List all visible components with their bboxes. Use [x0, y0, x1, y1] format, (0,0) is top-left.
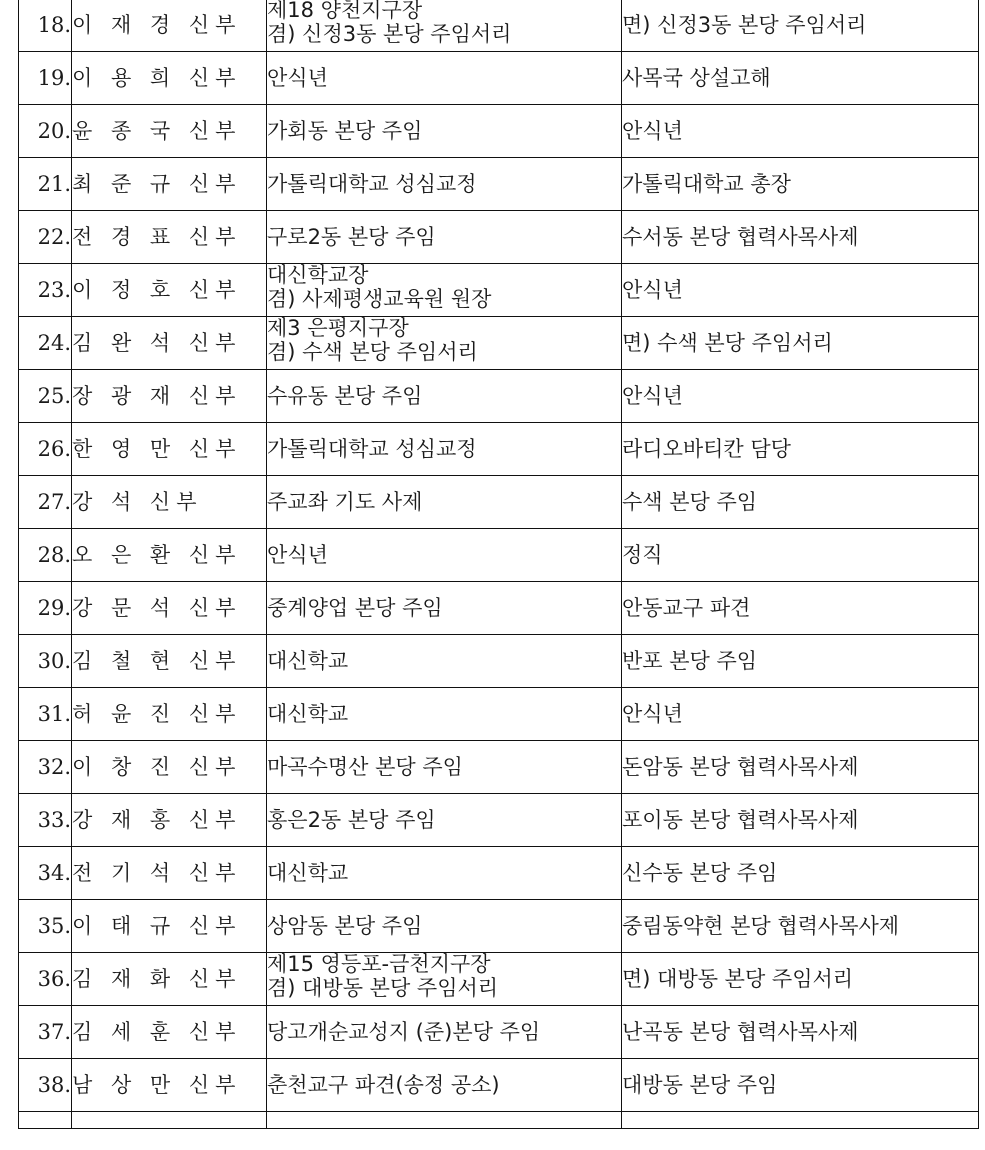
table-row [19, 635, 979, 688]
new-post [622, 1059, 979, 1112]
row-number: 32. [19, 741, 72, 794]
previous-post-line: 안식년 [267, 66, 328, 90]
priest-name: 강 문 석 신부 [72, 582, 267, 635]
new-post [622, 211, 979, 264]
row-number: 26. [19, 423, 72, 476]
previous-post [267, 582, 622, 635]
previous-post-line: 겸) 사제평생교육원 원장 [267, 287, 492, 311]
priest-name: 김 철 현 신부 [72, 635, 267, 688]
priest-name: 김 완 석 신부 [72, 317, 267, 370]
previous-post-line: 상암동 본당 주임 [267, 914, 423, 938]
row-number: 35. [19, 900, 72, 953]
new-post [622, 635, 979, 688]
table-row [19, 264, 979, 317]
previous-post-line: 수유동 본당 주임 [267, 384, 423, 408]
previous-post-line: 당고개순교성지 (준)본당 주임 [267, 1020, 541, 1044]
previous-post [267, 264, 622, 317]
previous-post [267, 158, 622, 211]
empty-cell [72, 1112, 267, 1129]
table-row [19, 317, 979, 370]
empty-cell [267, 1112, 622, 1129]
appointments-table [18, 0, 979, 1129]
new-post-line: 안동교구 파견 [622, 596, 751, 620]
new-post-line: 대방동 본당 주임 [622, 1073, 778, 1097]
previous-post [267, 1059, 622, 1112]
new-post-line: 라디오바티칸 담당 [622, 437, 791, 461]
row-number: 25. [19, 370, 72, 423]
row-number: 22. [19, 211, 72, 264]
table-row [19, 370, 979, 423]
new-post-line: 안식년 [622, 119, 683, 143]
new-post [622, 529, 979, 582]
previous-post-line: 마곡수명산 본당 주임 [267, 755, 463, 779]
row-number: 29. [19, 582, 72, 635]
previous-post-line: 춘천교구 파견(송정 공소) [267, 1073, 500, 1097]
previous-post-line: 제15 영등포-금천지구장 [267, 952, 491, 976]
previous-post-line: 가회동 본당 주임 [267, 119, 423, 143]
previous-post [267, 529, 622, 582]
row-number: 33. [19, 794, 72, 847]
table-row [19, 1059, 979, 1112]
previous-post-line: 중계양업 본당 주임 [267, 596, 443, 620]
row-number: 24. [19, 317, 72, 370]
new-post [622, 317, 979, 370]
table-row [19, 158, 979, 211]
new-post [622, 582, 979, 635]
table-row [19, 105, 979, 158]
new-post-line: 가톨릭대학교 총장 [622, 172, 791, 196]
priest-name: 전 기 석 신부 [72, 847, 267, 900]
previous-post [267, 423, 622, 476]
table-row [19, 52, 979, 105]
row-number: 31. [19, 688, 72, 741]
previous-post-line: 안식년 [267, 543, 328, 567]
previous-post-line: 겸) 신정3동 본당 주임서리 [267, 22, 512, 46]
row-number: 18. [19, 0, 72, 52]
previous-post-line: 가톨릭대학교 성심교정 [267, 437, 477, 461]
new-post [622, 370, 979, 423]
previous-post-line: 대신학교 [267, 861, 349, 885]
previous-post-line: 제3 은평지구장 [267, 316, 409, 340]
new-post [622, 741, 979, 794]
new-post-line: 수서동 본당 협력사목사제 [622, 225, 859, 249]
priest-name: 장 광 재 신부 [72, 370, 267, 423]
priest-name: 이 태 규 신부 [72, 900, 267, 953]
previous-post-line: 대신학교장 [267, 263, 369, 287]
priest-name: 전 경 표 신부 [72, 211, 267, 264]
row-number: 27. [19, 476, 72, 529]
table-row [19, 0, 979, 52]
previous-post [267, 847, 622, 900]
table-row [19, 794, 979, 847]
new-post-line: 안식년 [622, 702, 683, 726]
new-post [622, 476, 979, 529]
new-post [622, 423, 979, 476]
priest-name: 김 재 화 신부 [72, 953, 267, 1006]
row-number: 30. [19, 635, 72, 688]
new-post [622, 105, 979, 158]
new-post [622, 953, 979, 1006]
row-number: 23. [19, 264, 72, 317]
new-post [622, 0, 979, 52]
row-number: 28. [19, 529, 72, 582]
previous-post [267, 370, 622, 423]
previous-post [267, 52, 622, 105]
new-post-line: 면) 신정3동 본당 주임서리 [622, 13, 867, 37]
priest-name: 강 재 홍 신부 [72, 794, 267, 847]
new-post [622, 688, 979, 741]
table-row-partial [19, 1112, 979, 1129]
new-post-line: 반포 본당 주임 [622, 649, 758, 673]
priest-name: 남 상 만 신부 [72, 1059, 267, 1112]
new-post [622, 794, 979, 847]
previous-post [267, 211, 622, 264]
row-number: 36. [19, 953, 72, 1006]
priest-name: 최 준 규 신부 [72, 158, 267, 211]
new-post-line: 신수동 본당 주임 [622, 861, 778, 885]
table-row [19, 582, 979, 635]
priest-name: 강 석 신부 [72, 476, 267, 529]
previous-post [267, 900, 622, 953]
previous-post [267, 688, 622, 741]
new-post [622, 900, 979, 953]
previous-post-line: 대신학교 [267, 702, 349, 726]
row-number: 37. [19, 1006, 72, 1059]
previous-post-line: 제18 양천지구장 [267, 0, 423, 22]
previous-post-line: 겸) 수색 본당 주임서리 [267, 340, 478, 364]
previous-post-line: 구로2동 본당 주임 [267, 225, 436, 249]
table-row [19, 529, 979, 582]
previous-post [267, 105, 622, 158]
previous-post [267, 0, 622, 52]
appointments-table-body [19, 0, 979, 1129]
table-row [19, 847, 979, 900]
previous-post [267, 794, 622, 847]
table-row [19, 1006, 979, 1059]
previous-post-line: 대신학교 [267, 649, 349, 673]
new-post-line: 안식년 [622, 278, 683, 302]
priest-name: 허 윤 진 신부 [72, 688, 267, 741]
empty-cell [622, 1112, 979, 1129]
previous-post [267, 953, 622, 1006]
row-number: 38. [19, 1059, 72, 1112]
priest-name: 한 영 만 신부 [72, 423, 267, 476]
new-post-line: 난곡동 본당 협력사목사제 [622, 1020, 859, 1044]
priest-name: 이 창 진 신부 [72, 741, 267, 794]
table-row [19, 476, 979, 529]
priest-name: 이 용 희 신부 [72, 52, 267, 105]
previous-post-line: 가톨릭대학교 성심교정 [267, 172, 477, 196]
priest-name: 김 세 훈 신부 [72, 1006, 267, 1059]
previous-post [267, 741, 622, 794]
row-number: 20. [19, 105, 72, 158]
row-number: 34. [19, 847, 72, 900]
table-row [19, 688, 979, 741]
new-post-line: 정직 [622, 543, 663, 567]
row-number: 19. [19, 52, 72, 105]
priest-name: 오 은 환 신부 [72, 529, 267, 582]
table-row [19, 900, 979, 953]
new-post-line: 면) 수색 본당 주임서리 [622, 331, 833, 355]
new-post-line: 면) 대방동 본당 주임서리 [622, 967, 854, 991]
new-post-line: 사목국 상설고해 [622, 66, 771, 90]
new-post [622, 264, 979, 317]
new-post [622, 52, 979, 105]
new-post-line: 수색 본당 주임 [622, 490, 758, 514]
previous-post-line: 홍은2동 본당 주임 [267, 808, 436, 832]
new-post-line: 안식년 [622, 384, 683, 408]
row-number: 21. [19, 158, 72, 211]
previous-post-line: 주교좌 기도 사제 [267, 490, 423, 514]
priest-name: 윤 종 국 신부 [72, 105, 267, 158]
new-post-line: 돈암동 본당 협력사목사제 [622, 755, 859, 779]
new-post [622, 158, 979, 211]
new-post-line: 포이동 본당 협력사목사제 [622, 808, 859, 832]
table-row [19, 423, 979, 476]
priest-name: 이 재 경 신부 [72, 0, 267, 52]
previous-post [267, 317, 622, 370]
table-row [19, 741, 979, 794]
previous-post [267, 476, 622, 529]
priest-name: 이 정 호 신부 [72, 264, 267, 317]
previous-post [267, 1006, 622, 1059]
new-post-line: 중림동약현 본당 협력사목사제 [622, 914, 900, 938]
empty-cell [19, 1112, 72, 1129]
table-row [19, 211, 979, 264]
previous-post [267, 635, 622, 688]
new-post [622, 1006, 979, 1059]
previous-post-line: 겸) 대방동 본당 주임서리 [267, 976, 499, 1000]
table-row [19, 953, 979, 1006]
new-post [622, 847, 979, 900]
